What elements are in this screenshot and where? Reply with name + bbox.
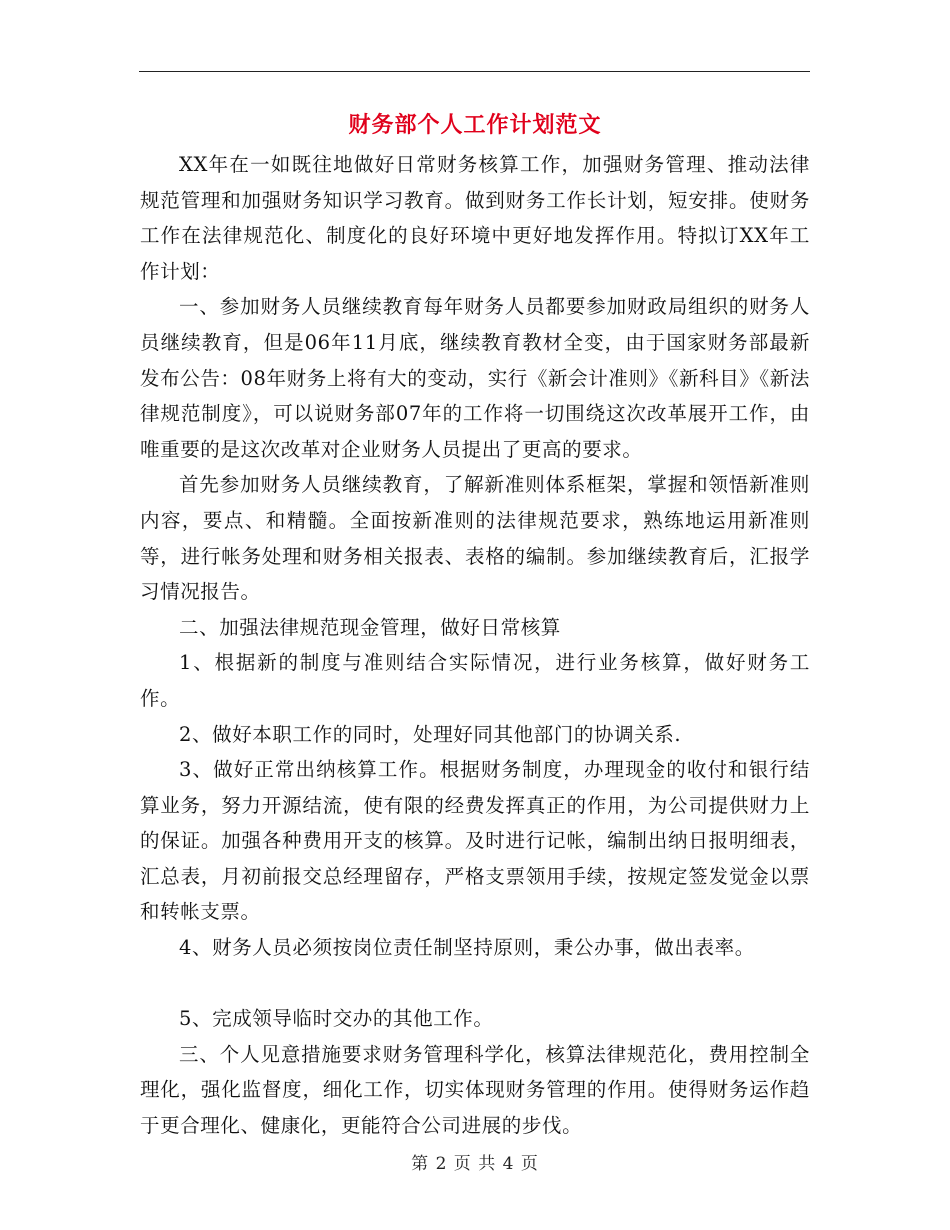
paragraph-section-2-heading: 二、加强法律规范现金管理，做好日常核算 [179, 615, 561, 639]
paragraph-item-2: 2、做好本职工作的同时，处理好同其他部门的协调关系. [179, 722, 682, 746]
paragraph-section-1: 一、参加财务人员继续教育每年财务人员都要参加财政局组织的财务人员继续教育，但是06年11月底，继续教育教材全变，由于国家财务部最新发布公告：08年财务上将有大的变动，实行《新会计准则》《新科目》《新法律规范制度》，可以说财务部07年的工作将一切围绕这次改革展开工作，由唯重要的是这次改革对企业财务人员提出了更高的要求。 [140, 295, 810, 461]
header-rule [139, 71, 810, 72]
paragraph-section-1-detail: 首先参加财务人员继续教育，了解新准则体系框架，掌握和领悟新准则内容，要点、和精髓。全面按新准则的法律规范要求，熟练地运用新准则等，进行帐务处理和财务相关报表、表格的编制。参加继续教育后，汇报学习情况报告。 [140, 473, 810, 604]
paragraph-item-4: 4、财务人员必须按岗位责任制坚持原则，秉公办事，做出表率。 [179, 936, 755, 960]
paragraph-section-3: 三、个人见意措施要求财务管理科学化，核算法律规范化，费用控制全理化，强化监督度，细化工作，切实体现财务管理的作用。使得财务运作趋于更合理化、健康化，更能符合公司进展的步伐。 [140, 1042, 810, 1138]
document-body [140, 147, 810, 1144]
paragraph-item-1: 1、根据新的制度与准则结合实际情况，进行业务核算，做好财务工作。 [140, 651, 810, 710]
page-title: 财务部个人工作计划范文 [348, 113, 602, 138]
page-number-footer: 第 2 页 共 4 页 [411, 1154, 539, 1174]
paragraph-intro: XX年在一如既往地做好日常财务核算工作，加强财务管理、推动法律规范管理和加强财务知识学习教育。做到财务工作长计划，短安排。使财务工作在法律规范化、制度化的良好环境中更好地发挥作用。特拟订XX年工作计划： [140, 153, 810, 283]
paragraph-item-5: 5、完成领导临时交办的其他工作。 [179, 1007, 494, 1031]
paragraph-item-3: 3、做好正常出纳核算工作。根据财务制度，办理现金的收付和银行结算业务，努力开源结流，使有限的经费发挥真正的作用，为公司提供财力上的保证。加强各种费用开支的核算。及时进行记帐，编制出纳日报明细表，汇总表，月初前报交总经理留存，严格支票领用手续，按规定签发觉金以票和转帐支票。 [140, 758, 810, 924]
